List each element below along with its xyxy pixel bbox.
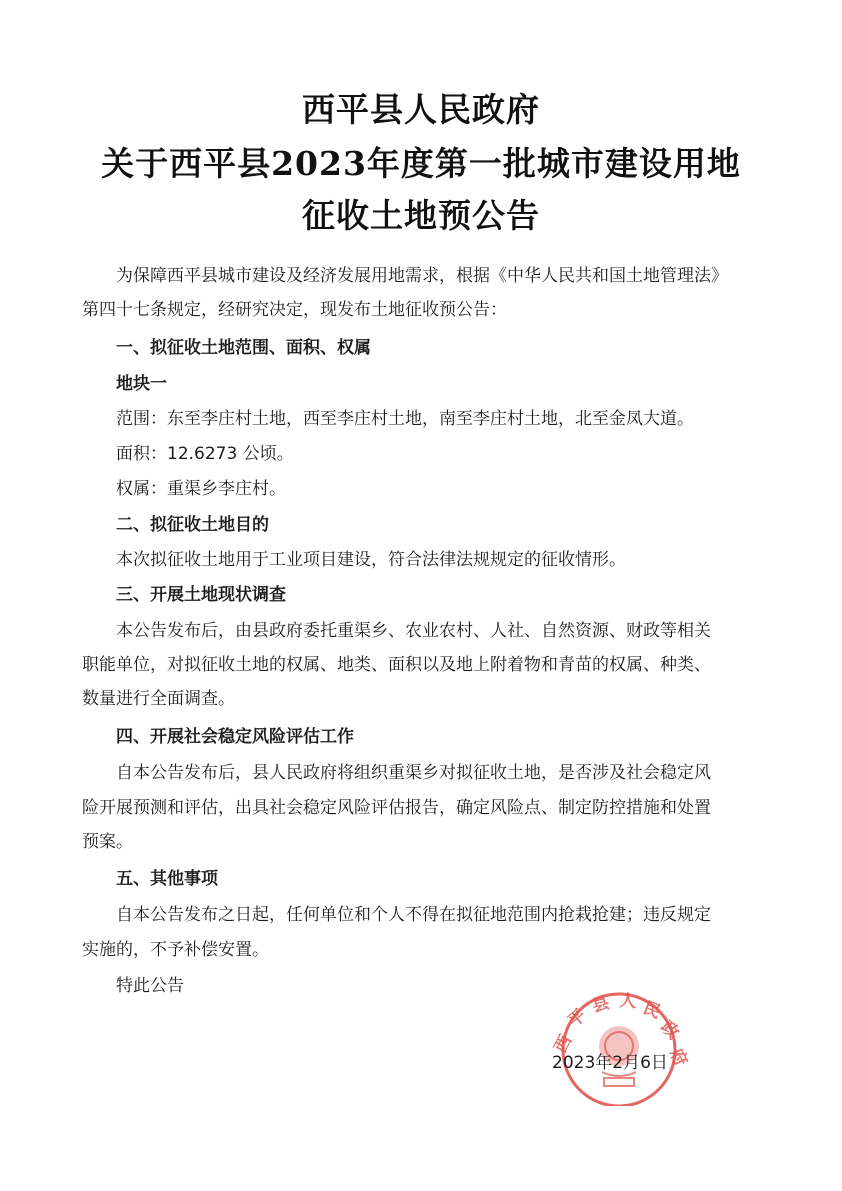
- page-title-line-1: 西平县人民政府: [302, 90, 540, 129]
- intro-line-1: 为保障西平县城市建设及经济发展用地需求，根据《中华人民共和国土地管理法》: [116, 266, 728, 286]
- closing-text: 特此公告: [116, 976, 184, 996]
- section-3-line-2: 职能单位，对拟征收土地的权属、地类、面积以及地上附着物和青苗的权属、种类、: [82, 655, 711, 675]
- section-4-line-1: 自本公告发布后，县人民政府将组织重渠乡对拟征收土地，是否涉及社会稳定风: [116, 763, 711, 783]
- official-seal: [538, 988, 700, 1106]
- svg-text:政: 政: [656, 1017, 683, 1044]
- section-5-heading: 五、其他事项: [116, 869, 218, 889]
- section-1-area: 面积：12.6273 公顷。: [116, 444, 294, 464]
- section-4-line-3: 预案。: [82, 832, 133, 852]
- date: 2023年2月6日: [552, 1053, 668, 1073]
- svg-text:县: 县: [589, 992, 612, 1017]
- section-1-scope: 范围：东至李庄村土地，西至李庄村土地，南至李庄村土地，北至金凤大道。: [116, 409, 694, 429]
- intro-line-2: 第四十七条规定，经研究决定，现发布土地征收预公告：: [82, 300, 507, 320]
- section-5-line-2: 实施的，不予补偿安置。: [82, 940, 269, 960]
- section-1-ownership: 权属：重渠乡李庄村。: [116, 479, 286, 499]
- page-title-line-3: 征收土地预公告: [302, 196, 540, 235]
- page-title-line-2: 关于西平县2023年度第一批城市建设用地: [101, 144, 741, 183]
- svg-text:府: 府: [665, 1045, 691, 1070]
- section-4-heading: 四、开展社会稳定风险评估工作: [116, 727, 354, 747]
- svg-text:民: 民: [640, 998, 664, 1024]
- section-3-line-1: 本公告发布后，由县政府委托重渠乡、农业农村、人社、自然资源、财政等相关: [116, 621, 711, 641]
- section-4-line-2: 险开展预测和评估，出具社会稳定风险评估报告，确定风险点、制定防控措施和处置: [82, 798, 711, 818]
- section-2-heading: 二、拟征收土地目的: [116, 515, 269, 535]
- section-1-heading: 一、拟征收土地范围、面积、权属: [116, 338, 371, 358]
- section-3-heading: 三、开展土地现状调查: [116, 585, 286, 605]
- section-2-line-1: 本次拟征收土地用于工业项目建设，符合法律法规规定的征收情形。: [116, 550, 626, 570]
- section-5-line-1: 自本公告发布之日起，任何单位和个人不得在拟征地范围内抢栽抢建；违反规定: [116, 905, 711, 925]
- section-3-line-3: 数量进行全面调查。: [82, 689, 235, 709]
- svg-text:人: 人: [618, 991, 638, 1013]
- svg-text:平: 平: [564, 1005, 591, 1032]
- section-1-subheading: 地块一: [116, 374, 167, 394]
- svg-text:西: 西: [550, 1031, 577, 1057]
